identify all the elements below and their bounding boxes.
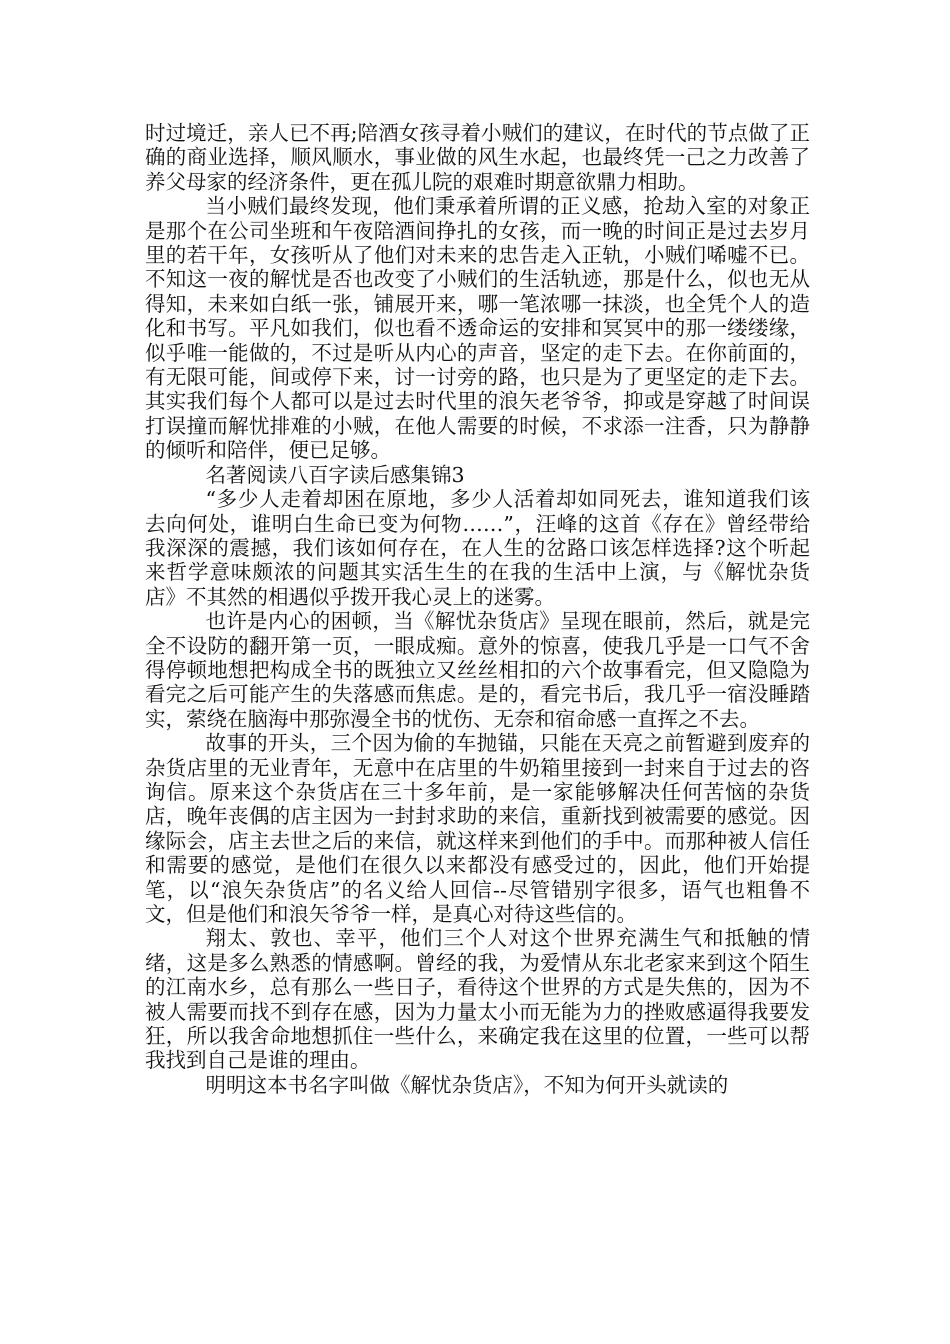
paragraph: “多少人走着却困在原地，多少人活着却如同死去，谁知道我们该去向何处，谁明白生命已变为何物……”，汪峰的这首《存在》曾经带给我深深的震撼，我们该如何存在，在人生的岔路口该怎样选择?这个听起来哲学意味颇浓的问题其实活生生的在我的生活中上演，与《解忧杂货店》不其然的相遇似乎拨开我心灵上的迷雾。 [145, 487, 810, 609]
document-body [145, 121, 810, 1097]
paragraph-truncated: 明明这本书名字叫做《解忧杂货店》，不知为何开头就读的 [205, 1072, 729, 1097]
paragraph: 故事的开头，三个因为偷的车抛锚，只能在天亮之前暂避到废弃的杂货店里的无业青年，无意中在店里的牛奶箱里接到一封来自于过去的咨询信。原来这个杂货店在三十多年前，是一家能够解决任何苦恼的杂货店，晚年丧偶的店主因为一封封求助的来信，重新找到被需要的感觉。因缘际会，店主去世之后的来信，就这样来到他们的手中。而那种被人信任和需要的感觉，是他们在很久以来都没有感受过的，因此，他们开始提笔，以“浪矢杂货店”的名义给人回信--尽管错别字很多，语气也粗鲁不文，但是他们和浪矢爷爷一样，是真心对待这些信的。 [145, 731, 810, 926]
paragraph: 翔太、敦也、幸平，他们三个人对这个世界充满生气和抵触的情绪，这是多么熟悉的情感啊。曾经的我，为爱情从东北老家来到这个陌生的江南水乡，总有那么一些日子，看待这个世界的方式是失焦的，因为不被人需要而找不到存在感，因为力量太小而无能为力的挫败感逼得我要发狂，所以我舍命地想抓住一些什么，来确定我在这里的位置，一些可以帮我找到自己是谁的理由。 [145, 926, 810, 1073]
section-heading: 名著阅读八百字读后感集锦3 [205, 462, 465, 487]
paragraph: 当小贼们最终发现，他们秉承着所谓的正义感，抢劫入室的对象正是那个在公司坐班和午夜陪酒间挣扎的女孩，而一晚的时间正是过去岁月里的若干年，女孩听从了他们对未来的忠告走入正轨，小贼们唏嘘不已。不知这一夜的解忧是否也改变了小贼们的生活轨迹，那是什么，似也无从得知，未来如白纸一张，铺展开来，哪一笔浓哪一抹淡，也全凭个人的造化和书写。平凡如我们，似也看不透命运的安排和冥冥中的那一缕缕缘，似乎唯一能做的，不过是听从内心的声音，坚定的走下去。在你前面的，有无限可能，间或停下来，讨一讨旁的路，也只是为了更坚定的走下去。其实我们每个人都可以是过去时代里的浪矢老爷爷，抑或是穿越了时间误打误撞而解忧排难的小贼，在他人需要的时候，不求添一注香，只为静静的倾听和陪伴，便已足够。 [145, 194, 810, 463]
paragraph: 也许是内心的困顿，当《解忧杂货店》呈现在眼前，然后，就是完全不设防的翻开第一页，一眼成痴。意外的惊喜，使我几乎是一口气不舍得停顿地想把构成全书的既独立又丝丝相扣的六个故事看完，但又隐隐为看完之后可能产生的失落感而焦虑。是的，看完书后，我几乎一宿没睡踏实，萦绕在脑海中那弥漫全书的忧伤、无奈和宿命感一直挥之不去。 [145, 609, 810, 731]
paragraph-continued: 时过境迁，亲人已不再;陪酒女孩寻着小贼们的建议，在时代的节点做了正确的商业选择，顺风顺水，事业做的风生水起，也最终凭一己之力改善了养父母家的经济条件，更在孤儿院的艰难时期意欲鼎力相助。 [145, 121, 810, 194]
